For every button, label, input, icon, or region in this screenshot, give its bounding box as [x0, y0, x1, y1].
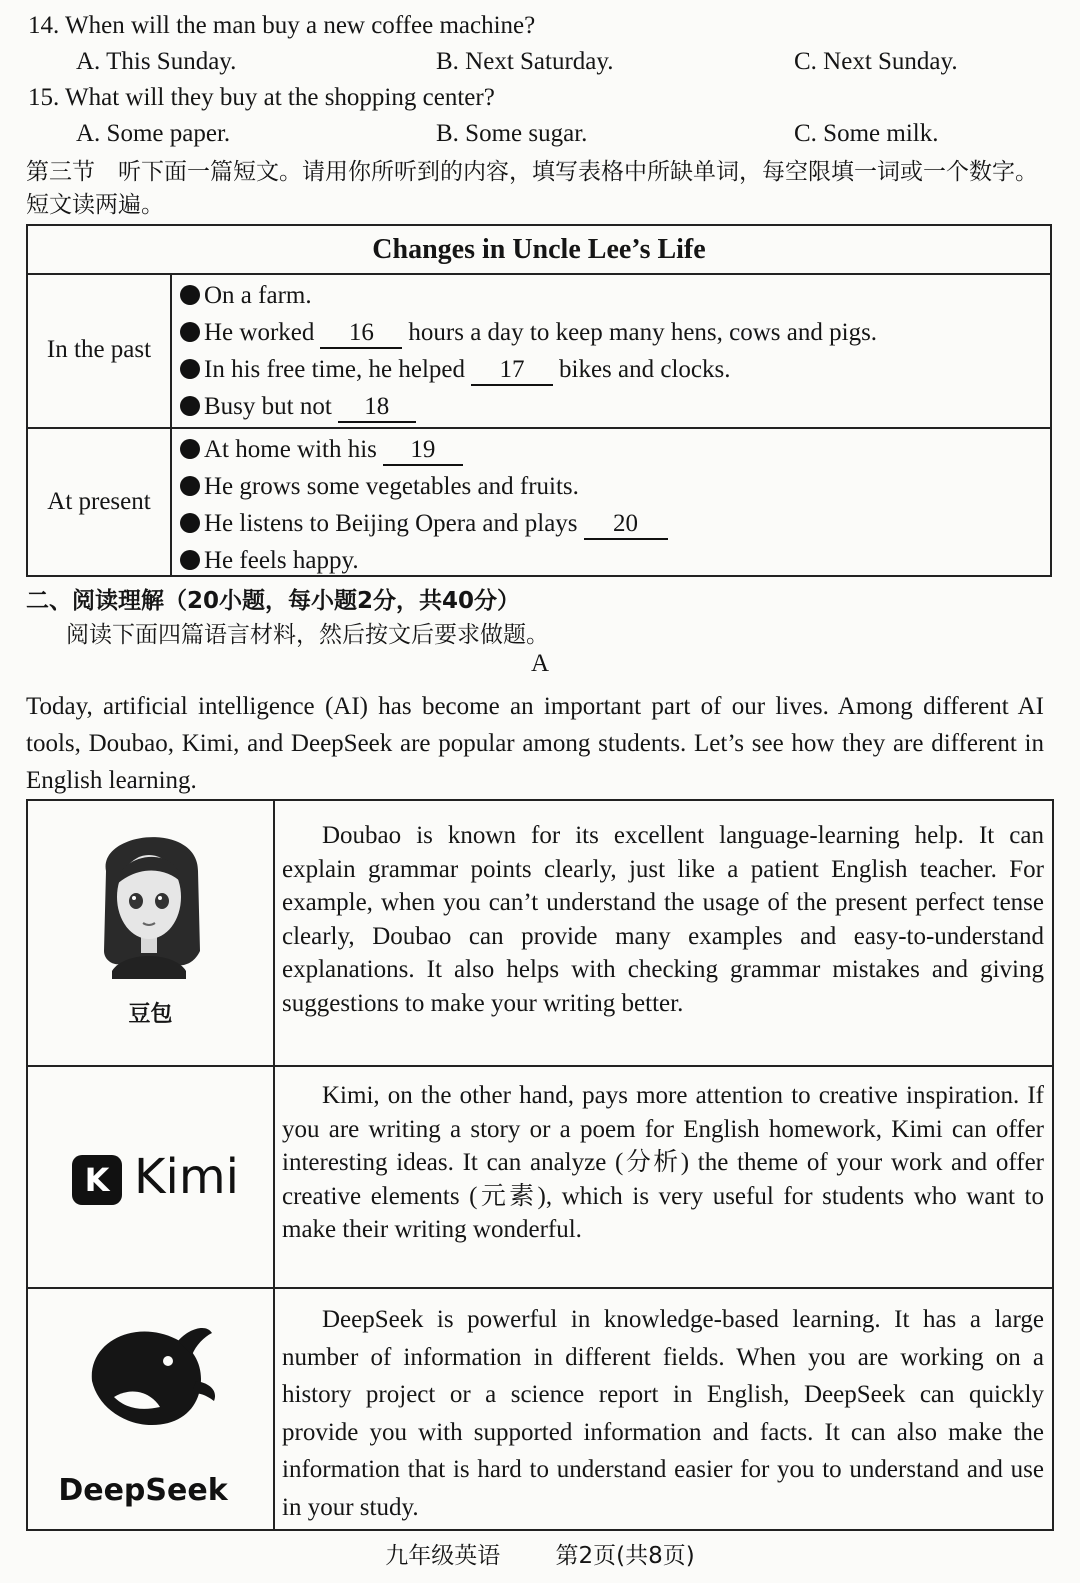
q14-option-c: C. Next Sunday.	[794, 48, 958, 75]
passage-intro: Today, artificial intelligence (AI) has become an important part of our lives. Among different AI tools, Doubao, Kimi, and DeepSeek are popular among students. Let’s see how they are different in English learning.	[26, 693, 1044, 794]
footer-subject: 九年级英语	[385, 1543, 501, 1569]
table-row-kimi	[28, 1067, 1052, 1289]
bullet-icon	[180, 322, 200, 342]
bullet-icon	[180, 550, 200, 570]
q15-option-a: A. Some paper.	[76, 120, 231, 147]
q14-option-b: B. Next Saturday.	[436, 48, 614, 75]
present-line-2: He grows some vegetables and fruits.	[180, 468, 1050, 505]
deepseek-text: DeepSeek is powerful in knowledge-based learning. It has a large number of information in different fields. When you are working on a history project or a science report in English, DeepSeek can quickly provide you with supported information and facts. It can also make the information that is hard to understand easier for you to understand and use in your study.	[282, 1306, 1044, 1521]
doubao-text: Doubao is known for its excellent language-learning help. It can explain grammar points clearly, just like a patient English teacher. For example, when you can’t understand the usage of the present perfect tense clearly, Doubao can provide many examples and easy-to-understand explanations. It also helps with checking grammar mistakes and giving suggestions to make your writing better.	[282, 822, 1044, 1017]
question-14: 14. When will the man buy a new coffee machine?	[28, 12, 536, 39]
ai-tools-table	[26, 799, 1054, 1531]
question-15: 15. What will they buy at the shopping center?	[28, 84, 495, 111]
bullet-icon	[180, 439, 200, 459]
passage-label: A	[530, 650, 550, 677]
kimi-wordmark: Kimi	[134, 1149, 239, 1205]
blank-20[interactable]: 20	[584, 510, 668, 540]
past-line-4: Busy but not 18	[180, 388, 1050, 425]
changes-table	[26, 224, 1052, 577]
footer-page-number: 第2页(共8页)	[555, 1543, 695, 1569]
bullet-icon	[180, 513, 200, 533]
present-line-3: He listens to Beijing Opera and plays 20	[180, 505, 1050, 542]
bullet-icon	[180, 476, 200, 496]
bullet-icon	[180, 359, 200, 379]
q15-option-c: C. Some milk.	[794, 120, 939, 147]
past-line-2: He worked 16 hours a day to keep many hens, cows and pigs.	[180, 314, 1050, 351]
deepseek-logo	[28, 1289, 275, 1529]
reading-instruction: 阅读下面四篇语言材料，然后按文后要求做题。	[66, 622, 549, 648]
blank-18[interactable]: 18	[338, 393, 416, 423]
deepseek-wordmark: DeepSeek	[58, 1473, 228, 1508]
whale-icon	[28, 1289, 273, 1459]
q14-option-a: A. This Sunday.	[76, 48, 237, 75]
table-title: Changes in Uncle Lee’s Life	[28, 226, 1050, 275]
page-footer	[0, 1537, 1080, 1570]
table-row-present	[28, 429, 1050, 575]
bullet-icon	[180, 285, 200, 305]
present-line-4: He feels happy.	[180, 542, 1050, 579]
kimi-text: Kimi, on the other hand, pays more attention to creative inspiration. If you are writing a story or a poem for English homework, Kimi can offer interesting ideas. It can analyze (分析) the theme of your work and offer creative elements (元素), which is very useful for students who want to make their writing wonderful.	[282, 1082, 1044, 1244]
doubao-label: 豆包	[128, 1002, 173, 1027]
table-row-doubao	[28, 801, 1052, 1067]
kimi-k-icon: K	[72, 1155, 122, 1205]
past-line-3: In his free time, he helped 17 bikes and clocks.	[180, 351, 1050, 388]
past-label: In the past	[28, 273, 172, 427]
kimi-logo	[28, 1067, 275, 1287]
section3-instruction: 第三节 听下面一篇短文。请用你所听到的内容，填写表格中所缺单词，每空限填一词或一个数字。短文读两遍。	[26, 159, 1038, 218]
blank-17[interactable]: 17	[471, 356, 553, 386]
reading-section-title: 二、阅读理解（20小题，每小题2分，共40分）	[26, 588, 521, 614]
bullet-icon	[180, 396, 200, 416]
present-label: At present	[28, 429, 172, 575]
blank-16[interactable]: 16	[320, 319, 402, 349]
q15-option-b: B. Some sugar.	[436, 120, 588, 147]
present-line-1: At home with his 19	[180, 431, 1050, 468]
table-row-deepseek	[28, 1289, 1052, 1529]
past-line-1: On a farm.	[180, 277, 1050, 314]
table-row-past	[28, 273, 1050, 429]
doubao-logo	[28, 801, 275, 1065]
blank-19[interactable]: 19	[383, 436, 463, 466]
